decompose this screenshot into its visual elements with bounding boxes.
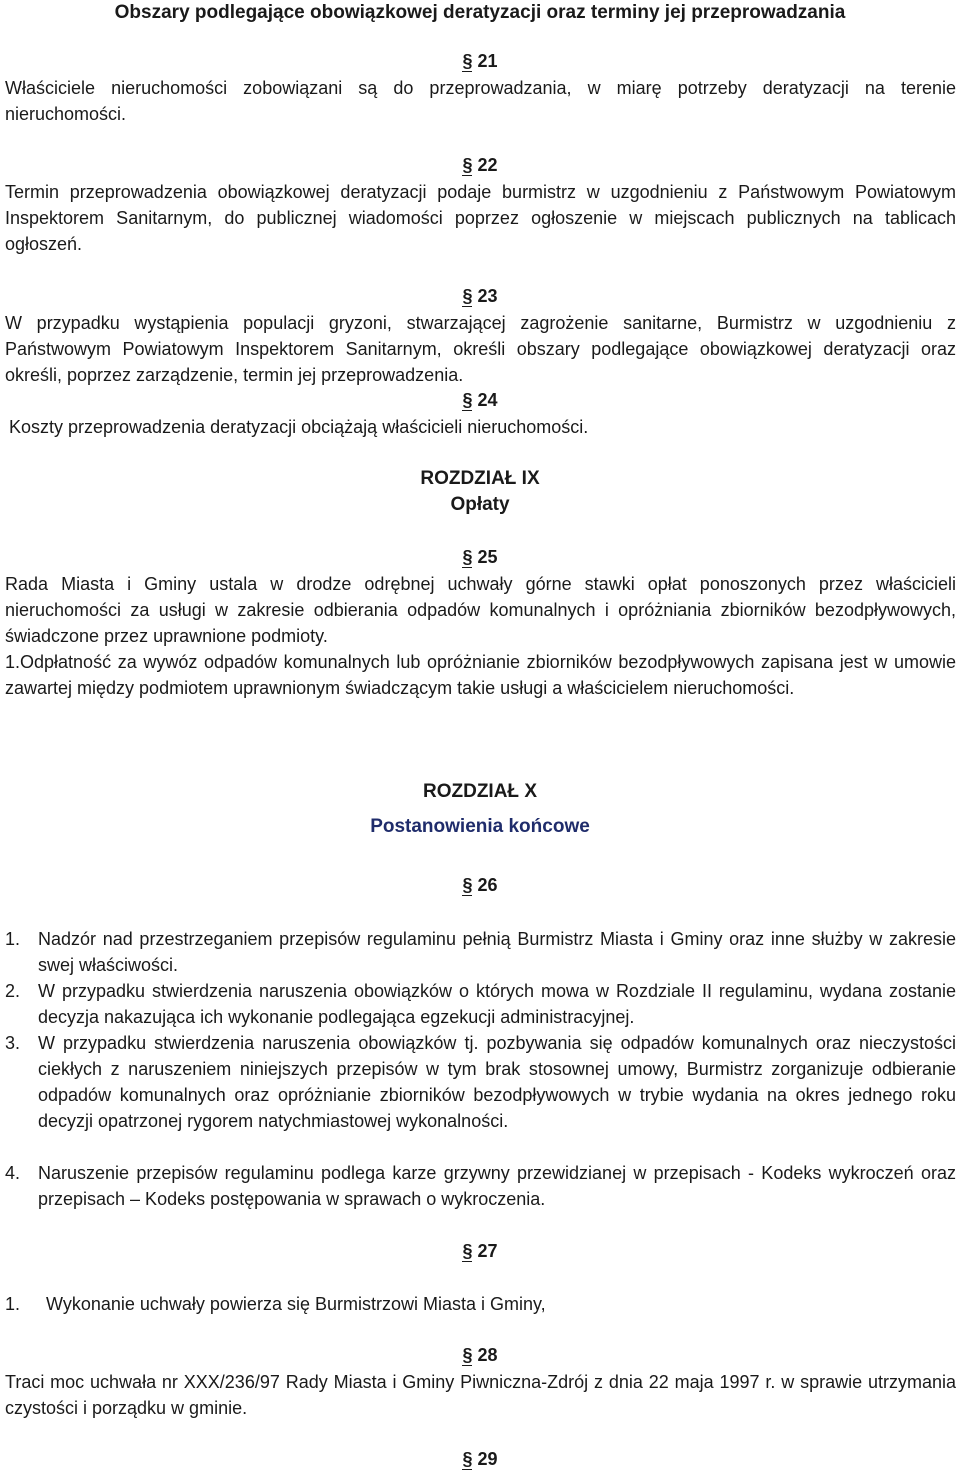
section-heading: Obszary podlegające obowiązkowej deratyzacji oraz terminy jej przeprowadzania	[114, 2, 846, 23]
chapter-title: ROZDZIAŁ IX	[420, 468, 540, 489]
list-number: 1.	[5, 1294, 21, 1314]
section-number: 27	[477, 1241, 498, 1261]
paragraph-number-24	[0, 388, 960, 412]
section-sign: §	[462, 390, 473, 410]
paragraph-25-text: Rada Miasta i Gminy ustala w drodze odrębnej uchwały górne stawki opłat ponoszonych przez właścicieli nieruchomości za usługi w zakresie odbierania odpadów komunalnych i opróżniania zbiorników bezodpływowych, świadczone przez uprawnione podmioty.	[5, 574, 956, 646]
list-text: Nadzór nad przestrzeganiem przepisów regulaminu pełnią Burmistrz Miasta i Gminy oraz inne służby w zakresie swej właściwości.	[38, 929, 956, 975]
section-number: 24	[477, 390, 498, 410]
section-number: 23	[477, 286, 498, 306]
list-number: 2.	[5, 981, 21, 1001]
paragraph-28-text: Traci moc uchwała nr XXX/236/97 Rady Miasta i Gminy Piwniczna-Zdrój z dnia 22 maja 1997 r. w sprawie utrzymania czystości i porządku w gminie.	[5, 1372, 956, 1418]
paragraph-24-text: Koszty przeprowadzenia deratyzacji obciążają właścicieli nieruchomości.	[9, 417, 589, 437]
paragraph-number-27	[0, 1239, 960, 1263]
section-number: 28	[477, 1345, 498, 1365]
section-sign: §	[462, 547, 473, 567]
chapter-title: ROZDZIAŁ X	[423, 781, 537, 802]
section-sign: §	[462, 875, 473, 895]
section-sign: §	[462, 1241, 473, 1261]
section-sign: §	[462, 51, 473, 71]
chapter-subtitle: Opłaty	[450, 494, 510, 515]
list-text: W przypadku stwierdzenia naruszenia obowiązków tj. pozbywania się odpadów komunalnych oraz nieczystości ciekłych z naruszeniem niniejszych przepisów w tym brak stosownej umowy, Burmistrz zorganizuje odbieranie odpadów komunalnych oraz opróżnianie zbiorników bezodpływowych w trybie wydania na okres jednego roku decyzji opatrzonej rygorem natychmiastowej wykonalności.	[38, 1033, 956, 1131]
section-sign: §	[462, 1345, 473, 1365]
paragraph-25-point-1: 1.Odpłatność za wywóz odpadów komunalnych lub opróżnianie zbiorników bezodpływowych zapisana jest w umowie zawartej między podmiotem uprawnionym świadczącym takie usługi a właścicielem nieruchomości.	[5, 652, 956, 698]
paragraph-number-25	[0, 545, 960, 569]
paragraph-23-text: W przypadku wystąpienia populacji gryzoni, stwarzającej zagrożenie sanitarne, Burmistrz w uzgodnieniu z Państwowym Powiatowym Inspektorem Sanitarnym, określi obszary podlegające obowiązkowej deratyzacji oraz określi, poprzez zarządzenie, termin jej przeprowadzenia.	[5, 313, 956, 385]
section-sign: §	[462, 155, 473, 175]
paragraph-21-text: Właściciele nieruchomości zobowiązani są do przeprowadzania, w miarę potrzeby deratyzacji na terenie nieruchomości.	[5, 78, 956, 124]
chapter-subtitle: Postanowienia końcowe	[370, 816, 590, 837]
list-number: 1.	[5, 929, 21, 949]
list-text: Naruszenie przepisów regulaminu podlega karze grzywny przewidzianej w przepisach - Kodeks wykroczeń oraz przepisach – Kodeks postępowania w sprawach o wykroczenia.	[38, 1163, 956, 1209]
list-number: 3.	[5, 1033, 21, 1053]
paragraph-number-29	[0, 1447, 960, 1471]
paragraph-22-text: Termin przeprowadzenia obowiązkowej deratyzacji podaje burmistrz w uzgodnieniu z Państwowym Powiatowym Inspektorem Sanitarnym, do publicznej wiadomości poprzez ogłoszenie w miejscach publicznych na tablicach ogłoszeń.	[5, 182, 956, 254]
paragraph-number-21	[0, 49, 960, 73]
list-text: W przypadku stwierdzenia naruszenia obowiązków o których mowa w Rozdziale II regulaminu, wydana zostanie decyzja nakazująca ich wykonanie podlegająca egzekucji administracyjnej.	[38, 981, 956, 1027]
paragraph-number-22	[0, 153, 960, 177]
paragraph-number-23	[0, 284, 960, 308]
section-sign: §	[462, 286, 473, 306]
paragraph-number-26	[0, 873, 960, 897]
list-number: 4.	[5, 1163, 21, 1183]
list-text: Wykonanie uchwały powierza się Burmistrzowi Miasta i Gminy,	[46, 1294, 546, 1314]
section-sign: §	[462, 1449, 473, 1469]
section-number: 22	[477, 155, 498, 175]
section-number: 21	[477, 51, 498, 71]
section-number: 25	[477, 547, 498, 567]
paragraph-number-28	[0, 1343, 960, 1367]
section-number: 26	[477, 875, 498, 895]
section-number: 29	[477, 1449, 498, 1469]
